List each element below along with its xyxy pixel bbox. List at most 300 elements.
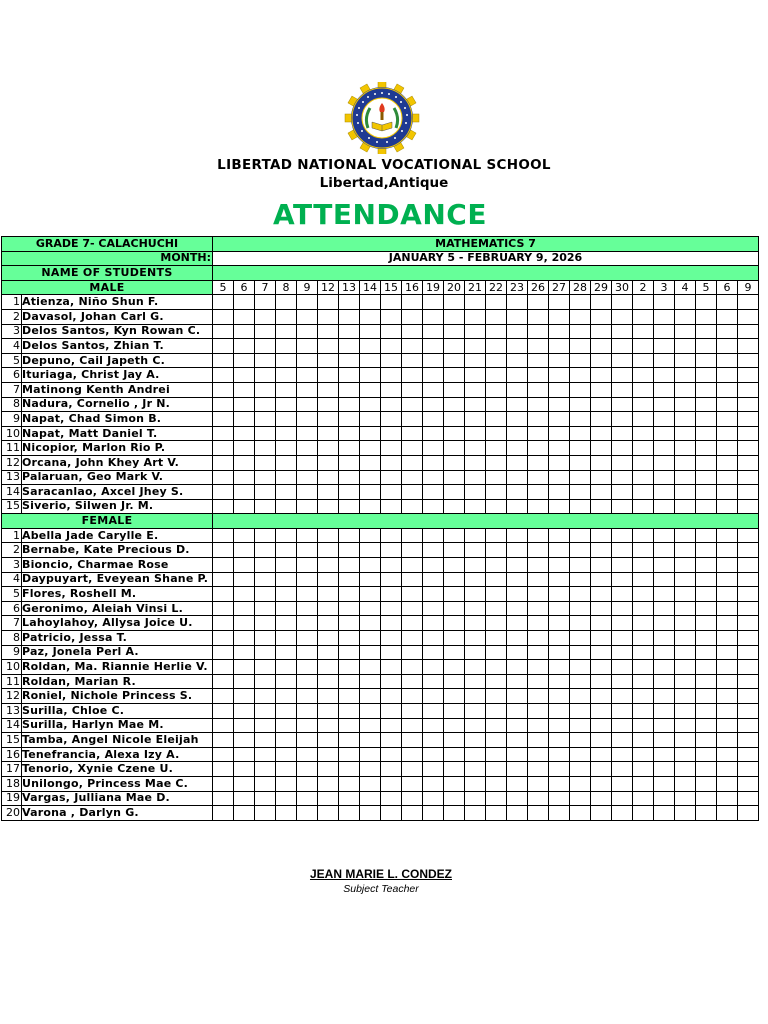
attendance-cell[interactable] [234,499,255,514]
attendance-cell[interactable] [213,762,234,777]
attendance-cell[interactable] [423,543,444,558]
attendance-cell[interactable] [717,776,738,791]
attendance-cell[interactable] [213,674,234,689]
attendance-cell[interactable] [381,368,402,383]
attendance-cell[interactable] [633,791,654,806]
attendance-cell[interactable] [234,674,255,689]
attendance-cell[interactable] [507,499,528,514]
attendance-cell[interactable] [318,426,339,441]
attendance-cell[interactable] [612,733,633,748]
attendance-cell[interactable] [465,353,486,368]
attendance-cell[interactable] [507,572,528,587]
attendance-cell[interactable] [339,762,360,777]
attendance-cell[interactable] [381,470,402,485]
attendance-cell[interactable] [675,806,696,821]
attendance-cell[interactable] [423,353,444,368]
attendance-cell[interactable] [696,616,717,631]
attendance-cell[interactable] [633,339,654,354]
attendance-cell[interactable] [486,601,507,616]
attendance-cell[interactable] [696,528,717,543]
attendance-cell[interactable] [318,733,339,748]
attendance-cell[interactable] [276,353,297,368]
attendance-cell[interactable] [717,645,738,660]
attendance-cell[interactable] [423,587,444,602]
attendance-cell[interactable] [675,733,696,748]
attendance-cell[interactable] [549,587,570,602]
attendance-cell[interactable] [276,485,297,500]
attendance-cell[interactable] [402,426,423,441]
attendance-cell[interactable] [423,572,444,587]
attendance-cell[interactable] [633,470,654,485]
attendance-cell[interactable] [675,528,696,543]
attendance-cell[interactable] [234,368,255,383]
attendance-cell[interactable] [255,747,276,762]
attendance-cell[interactable] [444,324,465,339]
attendance-cell[interactable] [402,441,423,456]
attendance-cell[interactable] [528,528,549,543]
attendance-cell[interactable] [570,558,591,573]
attendance-cell[interactable] [381,616,402,631]
attendance-cell[interactable] [717,528,738,543]
attendance-cell[interactable] [402,543,423,558]
attendance-cell[interactable] [276,791,297,806]
attendance-cell[interactable] [360,499,381,514]
attendance-cell[interactable] [465,733,486,748]
attendance-cell[interactable] [570,470,591,485]
attendance-cell[interactable] [507,382,528,397]
attendance-cell[interactable] [570,674,591,689]
attendance-cell[interactable] [213,324,234,339]
attendance-cell[interactable] [738,368,759,383]
attendance-cell[interactable] [234,616,255,631]
attendance-cell[interactable] [633,660,654,675]
attendance-cell[interactable] [696,747,717,762]
attendance-cell[interactable] [255,485,276,500]
attendance-cell[interactable] [570,382,591,397]
attendance-cell[interactable] [276,528,297,543]
attendance-cell[interactable] [738,689,759,704]
attendance-cell[interactable] [654,412,675,427]
attendance-cell[interactable] [381,660,402,675]
attendance-cell[interactable] [696,309,717,324]
attendance-cell[interactable] [465,674,486,689]
attendance-cell[interactable] [255,324,276,339]
attendance-cell[interactable] [381,762,402,777]
attendance-cell[interactable] [675,791,696,806]
attendance-cell[interactable] [234,324,255,339]
attendance-cell[interactable] [696,397,717,412]
attendance-cell[interactable] [318,368,339,383]
attendance-cell[interactable] [654,528,675,543]
attendance-cell[interactable] [654,543,675,558]
attendance-cell[interactable] [570,412,591,427]
attendance-cell[interactable] [423,528,444,543]
attendance-cell[interactable] [360,601,381,616]
attendance-cell[interactable] [675,543,696,558]
attendance-cell[interactable] [360,558,381,573]
attendance-cell[interactable] [696,382,717,397]
attendance-cell[interactable] [675,397,696,412]
attendance-cell[interactable] [549,718,570,733]
attendance-cell[interactable] [696,572,717,587]
attendance-cell[interactable] [528,353,549,368]
attendance-cell[interactable] [507,309,528,324]
attendance-cell[interactable] [444,368,465,383]
attendance-cell[interactable] [318,339,339,354]
attendance-cell[interactable] [486,499,507,514]
attendance-cell[interactable] [465,485,486,500]
attendance-cell[interactable] [381,324,402,339]
attendance-cell[interactable] [213,718,234,733]
attendance-cell[interactable] [738,441,759,456]
attendance-cell[interactable] [528,806,549,821]
attendance-cell[interactable] [696,558,717,573]
attendance-cell[interactable] [717,660,738,675]
attendance-cell[interactable] [570,806,591,821]
attendance-cell[interactable] [234,791,255,806]
attendance-cell[interactable] [612,368,633,383]
attendance-cell[interactable] [444,674,465,689]
attendance-cell[interactable] [297,426,318,441]
attendance-cell[interactable] [276,689,297,704]
attendance-cell[interactable] [654,674,675,689]
attendance-cell[interactable] [339,528,360,543]
attendance-cell[interactable] [402,645,423,660]
attendance-cell[interactable] [549,631,570,646]
attendance-cell[interactable] [675,353,696,368]
attendance-cell[interactable] [717,689,738,704]
attendance-cell[interactable] [738,543,759,558]
attendance-cell[interactable] [255,674,276,689]
attendance-cell[interactable] [234,806,255,821]
attendance-cell[interactable] [276,776,297,791]
attendance-cell[interactable] [423,791,444,806]
attendance-cell[interactable] [402,689,423,704]
attendance-cell[interactable] [549,412,570,427]
attendance-cell[interactable] [465,528,486,543]
attendance-cell[interactable] [696,587,717,602]
attendance-cell[interactable] [444,353,465,368]
attendance-cell[interactable] [423,470,444,485]
attendance-cell[interactable] [591,645,612,660]
attendance-cell[interactable] [423,747,444,762]
attendance-cell[interactable] [360,806,381,821]
attendance-cell[interactable] [213,295,234,310]
attendance-cell[interactable] [570,718,591,733]
attendance-cell[interactable] [633,572,654,587]
attendance-cell[interactable] [570,660,591,675]
attendance-cell[interactable] [213,397,234,412]
attendance-cell[interactable] [360,368,381,383]
attendance-cell[interactable] [549,645,570,660]
attendance-cell[interactable] [738,660,759,675]
attendance-cell[interactable] [234,601,255,616]
attendance-cell[interactable] [276,616,297,631]
attendance-cell[interactable] [528,295,549,310]
attendance-cell[interactable] [528,485,549,500]
attendance-cell[interactable] [696,426,717,441]
attendance-cell[interactable] [549,528,570,543]
attendance-cell[interactable] [738,499,759,514]
attendance-cell[interactable] [381,601,402,616]
attendance-cell[interactable] [738,470,759,485]
attendance-cell[interactable] [717,674,738,689]
attendance-cell[interactable] [612,718,633,733]
attendance-cell[interactable] [444,426,465,441]
attendance-cell[interactable] [696,733,717,748]
attendance-cell[interactable] [654,558,675,573]
attendance-cell[interactable] [402,339,423,354]
attendance-cell[interactable] [486,353,507,368]
attendance-cell[interactable] [612,499,633,514]
attendance-cell[interactable] [507,631,528,646]
attendance-cell[interactable] [444,382,465,397]
attendance-cell[interactable] [234,412,255,427]
attendance-cell[interactable] [402,660,423,675]
attendance-cell[interactable] [633,601,654,616]
attendance-cell[interactable] [654,455,675,470]
attendance-cell[interactable] [297,645,318,660]
attendance-cell[interactable] [318,412,339,427]
attendance-cell[interactable] [570,572,591,587]
attendance-cell[interactable] [486,528,507,543]
attendance-cell[interactable] [444,339,465,354]
attendance-cell[interactable] [423,806,444,821]
attendance-cell[interactable] [234,704,255,719]
attendance-cell[interactable] [297,616,318,631]
attendance-cell[interactable] [339,295,360,310]
attendance-cell[interactable] [297,572,318,587]
attendance-cell[interactable] [276,309,297,324]
attendance-cell[interactable] [402,470,423,485]
attendance-cell[interactable] [612,309,633,324]
attendance-cell[interactable] [528,718,549,733]
attendance-cell[interactable] [633,412,654,427]
attendance-cell[interactable] [738,718,759,733]
attendance-cell[interactable] [276,806,297,821]
attendance-cell[interactable] [507,733,528,748]
attendance-cell[interactable] [297,543,318,558]
attendance-cell[interactable] [297,631,318,646]
attendance-cell[interactable] [528,558,549,573]
attendance-cell[interactable] [339,353,360,368]
attendance-cell[interactable] [528,572,549,587]
attendance-cell[interactable] [570,309,591,324]
attendance-cell[interactable] [507,368,528,383]
attendance-cell[interactable] [213,733,234,748]
attendance-cell[interactable] [213,601,234,616]
attendance-cell[interactable] [213,689,234,704]
attendance-cell[interactable] [549,791,570,806]
attendance-cell[interactable] [339,412,360,427]
attendance-cell[interactable] [444,455,465,470]
attendance-cell[interactable] [234,762,255,777]
attendance-cell[interactable] [381,806,402,821]
attendance-cell[interactable] [528,397,549,412]
attendance-cell[interactable] [696,776,717,791]
attendance-cell[interactable] [486,572,507,587]
attendance-cell[interactable] [570,455,591,470]
attendance-cell[interactable] [213,791,234,806]
attendance-cell[interactable] [612,572,633,587]
attendance-cell[interactable] [654,645,675,660]
attendance-cell[interactable] [591,762,612,777]
attendance-cell[interactable] [570,339,591,354]
attendance-cell[interactable] [507,718,528,733]
attendance-cell[interactable] [696,631,717,646]
attendance-cell[interactable] [570,601,591,616]
attendance-cell[interactable] [696,339,717,354]
attendance-cell[interactable] [570,499,591,514]
attendance-cell[interactable] [423,631,444,646]
attendance-cell[interactable] [339,382,360,397]
attendance-cell[interactable] [360,339,381,354]
attendance-cell[interactable] [360,397,381,412]
attendance-cell[interactable] [633,485,654,500]
attendance-cell[interactable] [465,309,486,324]
attendance-cell[interactable] [633,455,654,470]
attendance-cell[interactable] [276,762,297,777]
attendance-cell[interactable] [339,601,360,616]
attendance-cell[interactable] [318,762,339,777]
attendance-cell[interactable] [570,762,591,777]
attendance-cell[interactable] [381,718,402,733]
attendance-cell[interactable] [360,791,381,806]
attendance-cell[interactable] [423,441,444,456]
attendance-cell[interactable] [360,470,381,485]
attendance-cell[interactable] [234,309,255,324]
attendance-cell[interactable] [234,689,255,704]
attendance-cell[interactable] [528,441,549,456]
attendance-cell[interactable] [297,660,318,675]
attendance-cell[interactable] [381,441,402,456]
attendance-cell[interactable] [339,718,360,733]
attendance-cell[interactable] [444,718,465,733]
attendance-cell[interactable] [591,733,612,748]
attendance-cell[interactable] [297,689,318,704]
attendance-cell[interactable] [591,499,612,514]
attendance-cell[interactable] [654,806,675,821]
attendance-cell[interactable] [633,543,654,558]
attendance-cell[interactable] [696,762,717,777]
attendance-cell[interactable] [444,631,465,646]
attendance-cell[interactable] [591,587,612,602]
attendance-cell[interactable] [486,660,507,675]
attendance-cell[interactable] [654,616,675,631]
attendance-cell[interactable] [402,309,423,324]
attendance-cell[interactable] [612,528,633,543]
attendance-cell[interactable] [486,295,507,310]
attendance-cell[interactable] [570,368,591,383]
attendance-cell[interactable] [255,397,276,412]
attendance-cell[interactable] [612,558,633,573]
attendance-cell[interactable] [738,616,759,631]
attendance-cell[interactable] [465,718,486,733]
attendance-cell[interactable] [381,339,402,354]
attendance-cell[interactable] [255,645,276,660]
attendance-cell[interactable] [591,528,612,543]
attendance-cell[interactable] [549,324,570,339]
attendance-cell[interactable] [234,397,255,412]
attendance-cell[interactable] [738,645,759,660]
attendance-cell[interactable] [591,397,612,412]
attendance-cell[interactable] [612,412,633,427]
attendance-cell[interactable] [402,776,423,791]
attendance-cell[interactable] [591,455,612,470]
attendance-cell[interactable] [486,806,507,821]
attendance-cell[interactable] [465,412,486,427]
attendance-cell[interactable] [507,616,528,631]
attendance-cell[interactable] [486,791,507,806]
attendance-cell[interactable] [570,631,591,646]
attendance-cell[interactable] [570,485,591,500]
attendance-cell[interactable] [717,747,738,762]
attendance-cell[interactable] [423,397,444,412]
attendance-cell[interactable] [402,674,423,689]
attendance-cell[interactable] [297,324,318,339]
attendance-cell[interactable] [444,309,465,324]
attendance-cell[interactable] [360,412,381,427]
attendance-cell[interactable] [318,382,339,397]
attendance-cell[interactable] [591,558,612,573]
attendance-cell[interactable] [276,601,297,616]
attendance-cell[interactable] [276,455,297,470]
attendance-cell[interactable] [255,791,276,806]
attendance-cell[interactable] [234,776,255,791]
attendance-cell[interactable] [654,762,675,777]
attendance-cell[interactable] [297,485,318,500]
attendance-cell[interactable] [402,587,423,602]
attendance-cell[interactable] [507,528,528,543]
attendance-cell[interactable] [318,572,339,587]
attendance-cell[interactable] [444,543,465,558]
attendance-cell[interactable] [297,397,318,412]
attendance-cell[interactable] [486,733,507,748]
attendance-cell[interactable] [423,776,444,791]
attendance-cell[interactable] [465,660,486,675]
attendance-cell[interactable] [654,353,675,368]
attendance-cell[interactable] [444,616,465,631]
attendance-cell[interactable] [213,616,234,631]
attendance-cell[interactable] [339,572,360,587]
attendance-cell[interactable] [234,382,255,397]
attendance-cell[interactable] [444,587,465,602]
attendance-cell[interactable] [696,470,717,485]
attendance-cell[interactable] [486,324,507,339]
attendance-cell[interactable] [717,339,738,354]
attendance-cell[interactable] [276,733,297,748]
attendance-cell[interactable] [738,397,759,412]
attendance-cell[interactable] [255,689,276,704]
attendance-cell[interactable] [276,339,297,354]
attendance-cell[interactable] [633,631,654,646]
attendance-cell[interactable] [465,543,486,558]
attendance-cell[interactable] [738,485,759,500]
attendance-cell[interactable] [402,295,423,310]
attendance-cell[interactable] [465,499,486,514]
attendance-cell[interactable] [213,382,234,397]
attendance-cell[interactable] [696,806,717,821]
attendance-cell[interactable] [444,601,465,616]
attendance-cell[interactable] [402,631,423,646]
attendance-cell[interactable] [318,587,339,602]
attendance-cell[interactable] [633,397,654,412]
attendance-cell[interactable] [486,543,507,558]
attendance-cell[interactable] [591,382,612,397]
attendance-cell[interactable] [738,704,759,719]
attendance-cell[interactable] [360,309,381,324]
attendance-cell[interactable] [612,660,633,675]
